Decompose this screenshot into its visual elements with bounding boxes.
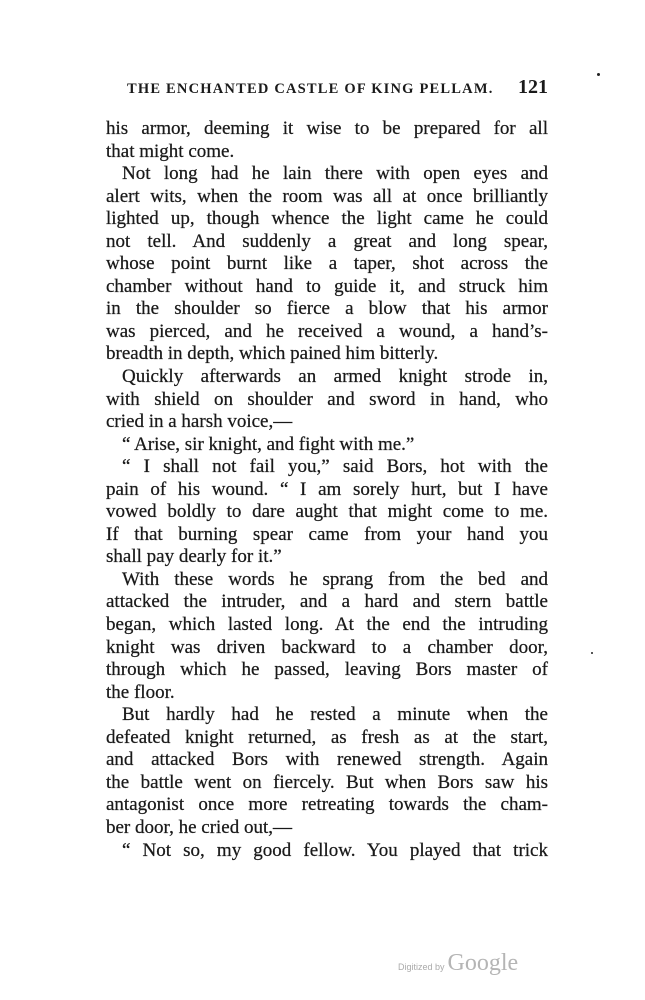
text-line: “ Not so, my good fellow. You played that trick bbox=[122, 839, 548, 861]
text-line: Not long had he lain there with open eyes and bbox=[122, 163, 548, 185]
text-line: attacked the intruder, and a hard and stern battle bbox=[106, 591, 548, 613]
text-line: But hardly had he rested a minute when the bbox=[122, 704, 548, 726]
text-line: “ Arise, sir knight, and fight with me.” bbox=[122, 433, 415, 455]
text-line: With these words he sprang from the bed and bbox=[122, 568, 548, 590]
text-line: “ I shall not fail you,” said Bors, hot with the bbox=[122, 456, 548, 478]
text-line: defeated knight returned, as fresh as at the start, bbox=[106, 726, 548, 748]
text-line: alert wits, when the room was all at once brilliantly bbox=[106, 185, 548, 207]
text-line: his armor, deeming it wise to be prepared for all bbox=[106, 118, 548, 139]
page-number: 121 bbox=[518, 76, 548, 98]
text-line: vowed boldly to dare aught that might come to me. bbox=[106, 501, 548, 523]
running-title: THE ENCHANTED CASTLE OF KING PELLAM. bbox=[127, 81, 494, 97]
text-line: knight was driven backward to a chamber door, bbox=[106, 636, 548, 658]
text-line: If that burning spear came from your hand you bbox=[106, 523, 548, 545]
text-line: the floor. bbox=[106, 681, 175, 703]
google-logo: Google bbox=[447, 950, 519, 976]
text-line: lighted up, though whence the light came he could bbox=[106, 208, 548, 230]
text-line: in the shoulder so fierce a blow that his armor bbox=[106, 298, 548, 320]
text-line: with shield on shoulder and sword in hand, who bbox=[106, 388, 548, 410]
text-line: antagonist once more retreating towards the cham- bbox=[106, 794, 548, 816]
text-line: pain of his wound. “ I am sorely hurt, but I have bbox=[106, 478, 548, 500]
text-line: chamber without hand to guide it, and struck him bbox=[106, 275, 548, 297]
text-line: was pierced, and he received a wound, a hand’s- bbox=[106, 320, 548, 342]
scan-speck bbox=[591, 652, 593, 654]
text-line: ber door, he cried out,— bbox=[106, 816, 293, 838]
text-line: whose point burnt like a taper, shot across the bbox=[106, 253, 548, 275]
text-line: and attacked Bors with renewed strength. Again bbox=[106, 749, 548, 771]
text-line: through which he passed, leaving Bors master of bbox=[106, 659, 548, 681]
text-line: breadth in depth, which pained him bitterly. bbox=[106, 343, 439, 365]
text-line: the battle went on fiercely. But when Bors saw his bbox=[106, 771, 548, 793]
digitization-watermark bbox=[398, 950, 518, 977]
text-line: not tell. And suddenly a great and long spear, bbox=[106, 230, 548, 252]
text-line: Quickly afterwards an armed knight strode in, bbox=[122, 366, 548, 388]
text-line: shall pay dearly for it.” bbox=[106, 546, 282, 568]
text-line: began, which lasted long. At the end the intruding bbox=[106, 614, 548, 636]
text-line: that might come. bbox=[106, 140, 235, 162]
page-body-text bbox=[106, 118, 548, 862]
page-header bbox=[127, 76, 548, 100]
scan-speck bbox=[597, 73, 600, 76]
digitized-by-label: Digitized by bbox=[398, 962, 445, 972]
text-line: cried in a harsh voice,— bbox=[106, 411, 293, 433]
